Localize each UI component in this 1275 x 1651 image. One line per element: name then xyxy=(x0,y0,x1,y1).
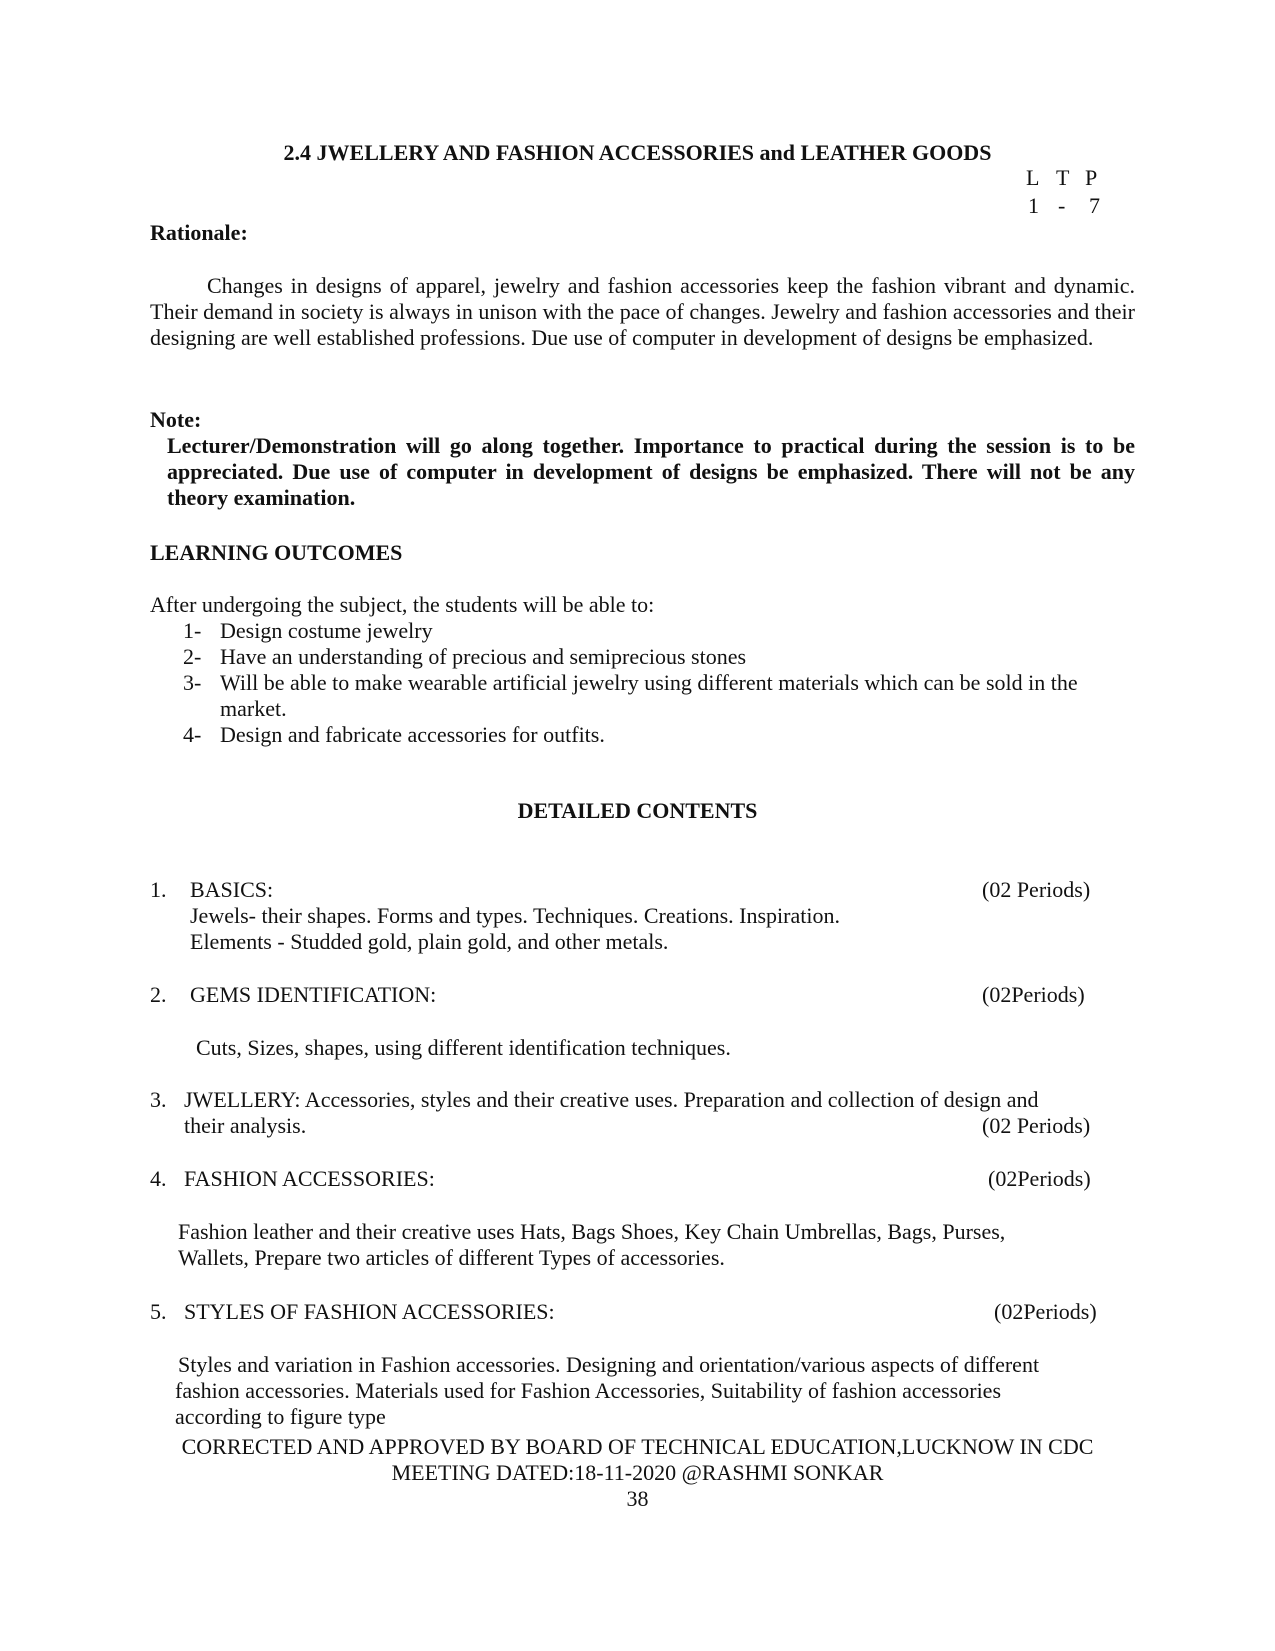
section-4-number: 4. xyxy=(150,1166,167,1191)
list-item-text: Will be able to make wearable artificial jewelry using different materials which can be sold in the market. xyxy=(220,670,1078,721)
page-title: 2.4 JWELLERY AND FASHION ACCESSORIES and LEATHER GOODS xyxy=(283,140,992,165)
footer-approval-line: CORRECTED AND APPROVED BY BOARD OF TECHNICAL EDUCATION,LUCKNOW IN CDC xyxy=(181,1434,1094,1459)
section-5-title: STYLES OF FASHION ACCESSORIES: xyxy=(184,1299,555,1324)
ltp-p-label: P xyxy=(1085,165,1098,190)
list-item-number: 1- xyxy=(183,618,202,643)
list-item-number: 4- xyxy=(183,722,202,747)
list-item-text: Design costume jewelry xyxy=(220,618,433,643)
section-4-title: FASHION ACCESSORIES: xyxy=(184,1166,435,1191)
section-2-line-1: Cuts, Sizes, shapes, using different identification techniques. xyxy=(196,1035,731,1060)
rationale-text: Changes in designs of apparel, jewelry and fashion accessories keep the fashion vibrant and dynamic. Their demand in society is always in unison with the pace of changes. Jewelry and fashion accessories and their designing are well established professions. Due use of computer in development of designs be emphasized. xyxy=(150,273,1135,350)
section-1-line-2: Elements - Studded gold, plain gold, and other metals. xyxy=(190,929,669,954)
section-2-periods: (02Periods) xyxy=(982,982,1085,1007)
learning-outcomes-intro: After undergoing the subject, the students will be able to: xyxy=(150,592,655,617)
note-heading: Note: xyxy=(150,407,202,432)
learning-outcomes-list xyxy=(150,618,1120,748)
ltp-l-label: L xyxy=(1026,165,1040,190)
section-4-periods: (02Periods) xyxy=(988,1166,1091,1191)
list-item-text: Have an understanding of precious and semiprecious stones xyxy=(220,644,747,669)
ltp-l-value: 1 xyxy=(1028,193,1039,218)
section-1-number: 1. xyxy=(150,877,167,902)
section-5-line-1: Styles and variation in Fashion accessories. Designing and orientation/various aspects of different xyxy=(178,1352,1040,1377)
note-text: Lecturer/Demonstration will go along together. Importance to practical during the session is to be appreciated. Due use of computer in development of designs be emphasized. There will not be any theory examination. xyxy=(167,433,1135,510)
section-5-periods: (02Periods) xyxy=(994,1299,1097,1324)
list-item-text: Design and fabricate accessories for outfits. xyxy=(220,722,605,747)
ltp-p-value: 7 xyxy=(1089,193,1100,218)
section-5-line-3: according to figure type xyxy=(175,1404,386,1429)
section-2-number: 2. xyxy=(150,982,167,1007)
section-3-periods: (02 Periods) xyxy=(982,1113,1091,1138)
section-1-title: BASICS: xyxy=(190,877,274,902)
page-number: 38 xyxy=(626,1486,649,1511)
list-item-number: 3- xyxy=(183,670,202,695)
section-1-line-1: Jewels- their shapes. Forms and types. Techniques. Creations. Inspiration. xyxy=(190,903,840,928)
section-1-periods: (02 Periods) xyxy=(982,877,1091,902)
list-item xyxy=(150,618,1120,644)
section-5-line-2: fashion accessories. Materials used for Fashion Accessories, Suitability of fashion accessories xyxy=(175,1378,1002,1403)
section-3-line-1: their analysis. xyxy=(184,1113,307,1138)
section-5-number: 5. xyxy=(150,1299,167,1324)
list-item-number: 2- xyxy=(183,644,202,669)
section-4-line-1: Fashion leather and their creative uses Hats, Bags Shoes, Key Chain Umbrellas, Bags, Purses, xyxy=(178,1219,1006,1244)
section-3-number: 3. xyxy=(150,1087,167,1112)
list-item xyxy=(150,722,1120,748)
ltp-t-value: - xyxy=(1058,193,1066,218)
ltp-t-label: T xyxy=(1056,165,1070,190)
rationale-heading: Rationale: xyxy=(150,220,248,245)
list-item xyxy=(150,670,1120,722)
list-item xyxy=(150,644,1120,670)
section-4-line-2: Wallets, Prepare two articles of different Types of accessories. xyxy=(178,1245,725,1270)
learning-outcomes-heading: LEARNING OUTCOMES xyxy=(150,540,403,565)
footer-meeting-line: MEETING DATED:18-11-2020 @RASHMI SONKAR xyxy=(391,1460,884,1485)
section-2-title: GEMS IDENTIFICATION: xyxy=(190,982,437,1007)
detailed-contents-heading: DETAILED CONTENTS xyxy=(517,798,758,823)
section-3-title: JWELLERY: Accessories, styles and their creative uses. Preparation and collection of design and xyxy=(184,1087,1039,1112)
